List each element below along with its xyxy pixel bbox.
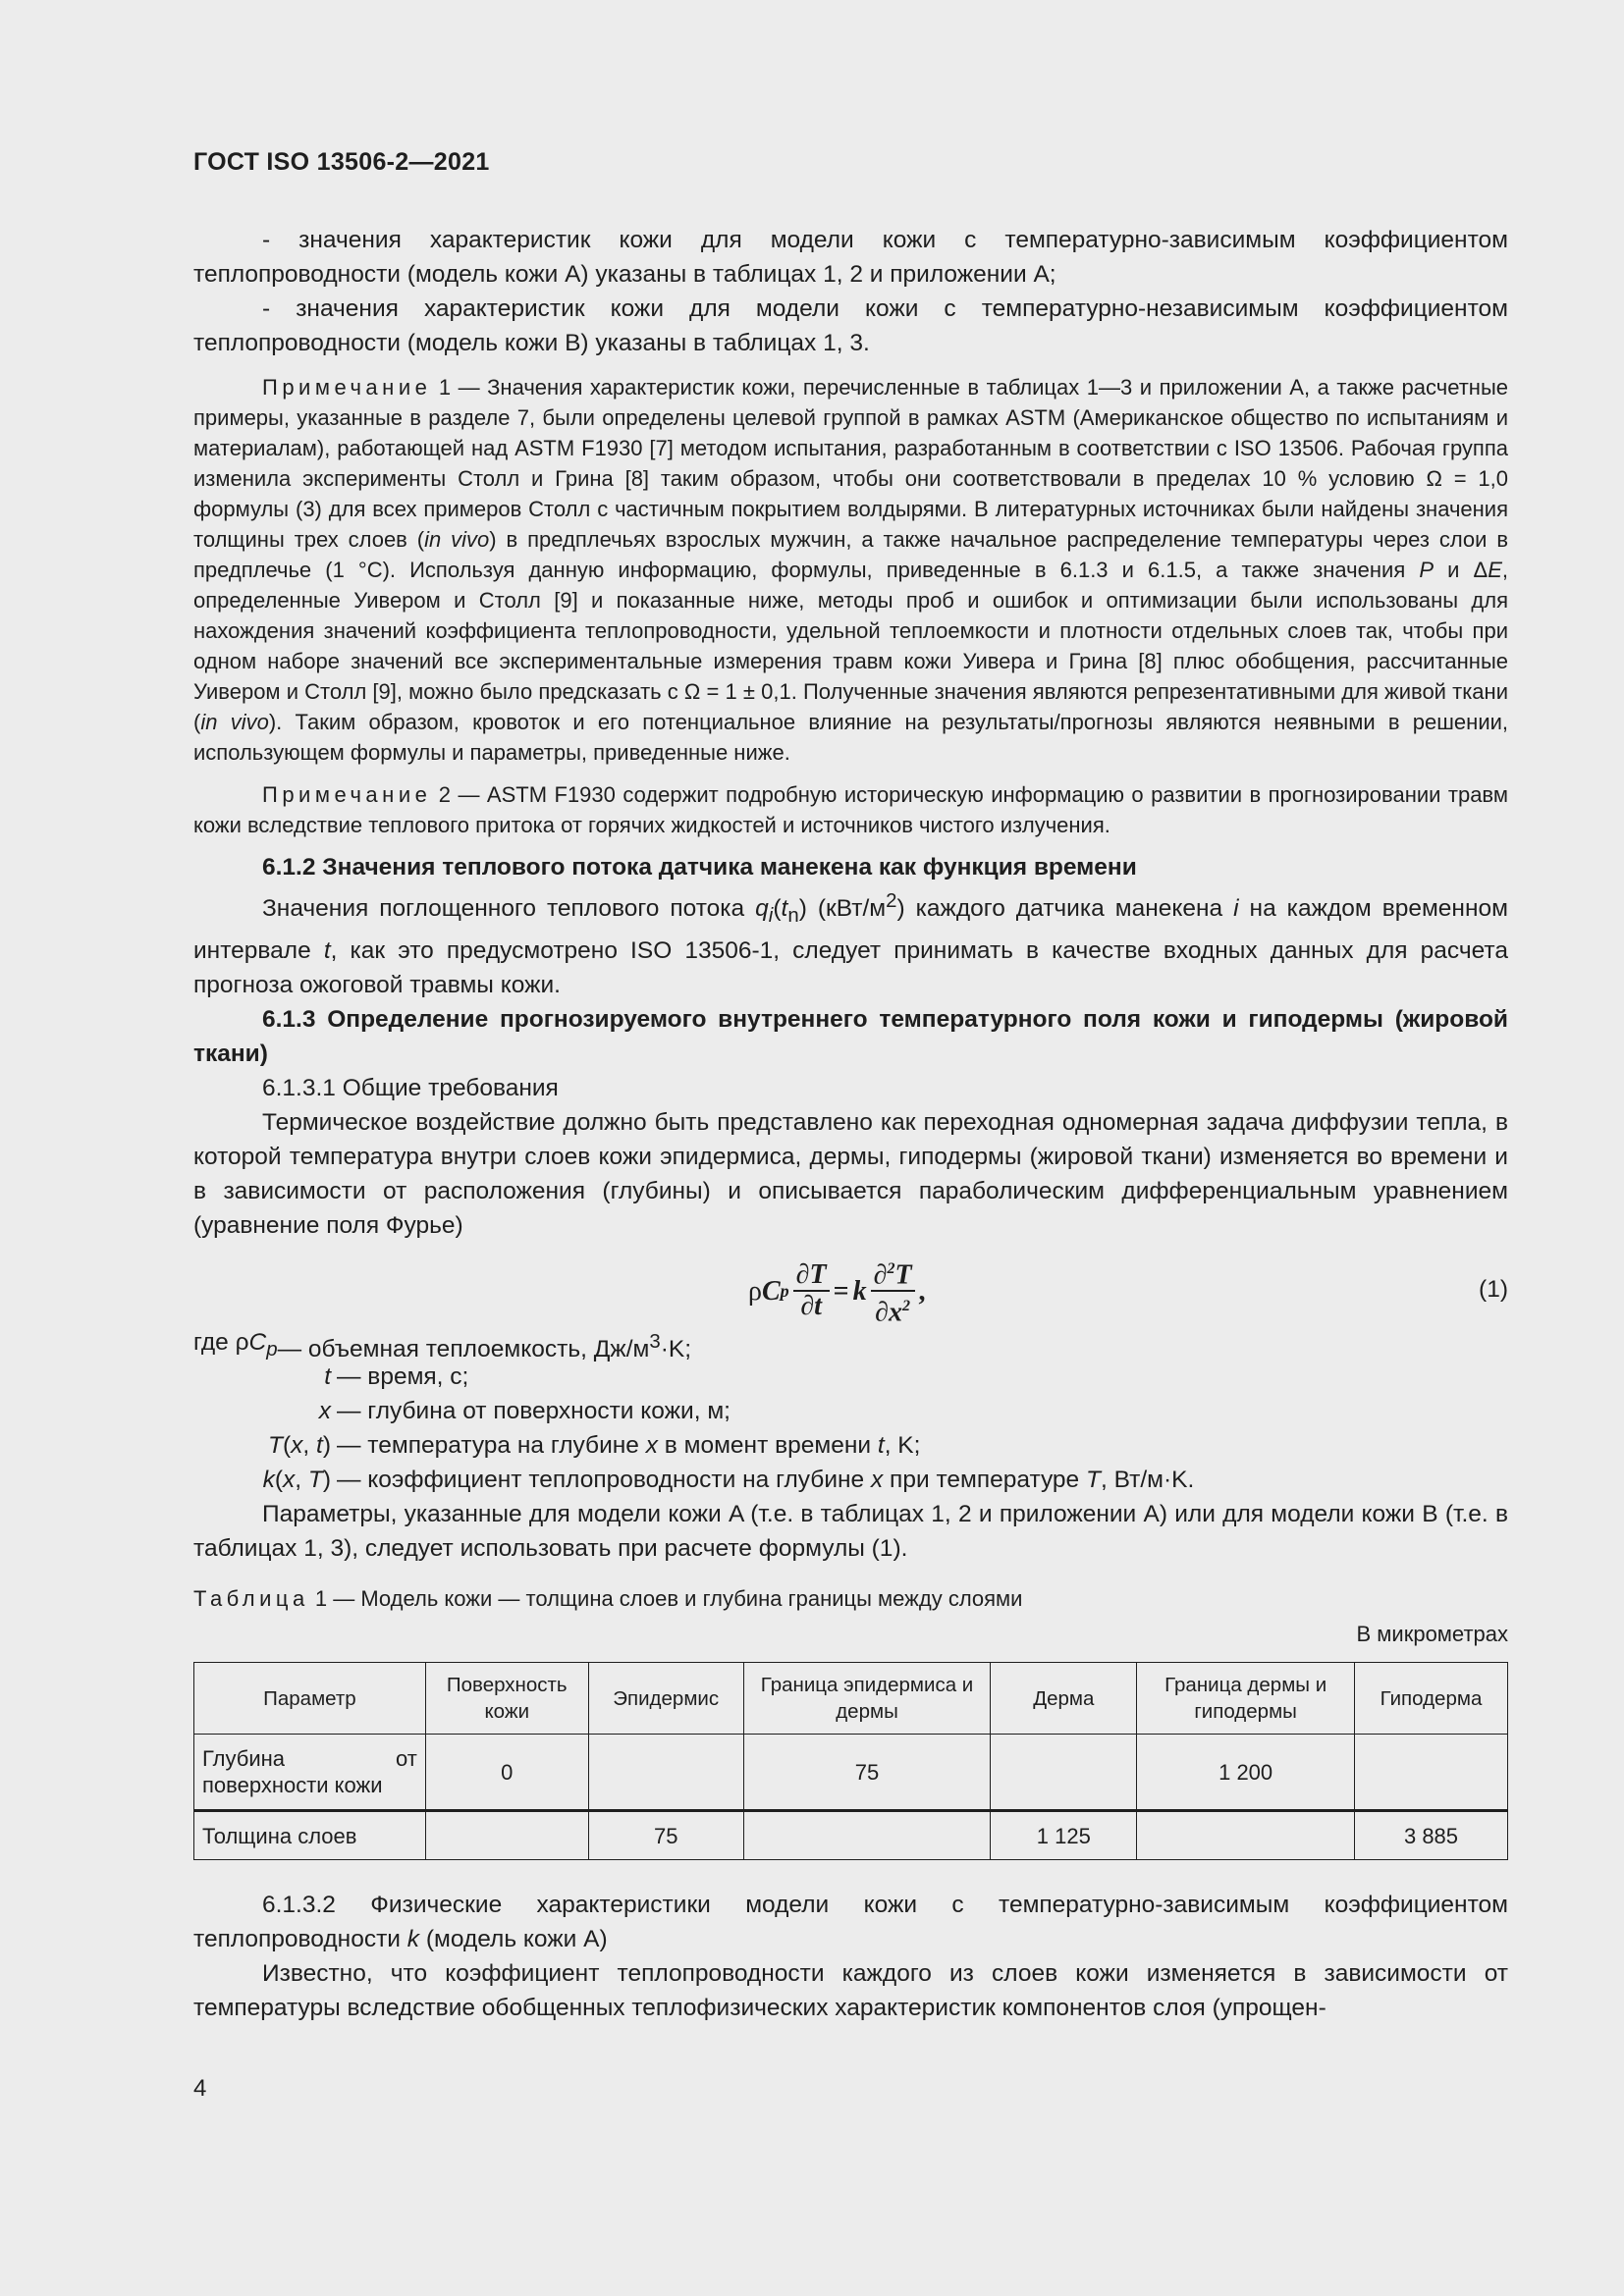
document-body <box>193 223 1508 2025</box>
paragraph-parameters: Параметры, указанные для модели кожи A (т.е. в таблицах 1, 2 и приложении А) или для модели кожи B (т.е. в таблицах 1, 3), следует использовать при расчете формулы (1). <box>193 1501 1508 1563</box>
table-cell <box>425 1811 588 1860</box>
page-number: 4 <box>193 2075 207 2102</box>
table-cell: 75 <box>588 1811 743 1860</box>
table-header-cell: Параметр <box>194 1663 426 1735</box>
section-heading-6-1-2: 6.1.2 Значения теплового потока датчика манекена как функция времени <box>262 854 1137 881</box>
table-cell <box>991 1735 1137 1811</box>
paragraph-conductivity: Известно, что коэффициент теплопроводности каждого из слоев кожи изменяется в зависимости от температуры вследствие обобщенных теплофизических характеристик компонентов слоя (упрощен- <box>193 1960 1508 2022</box>
table-cell <box>743 1811 991 1860</box>
table-cell: Толщина слоев <box>194 1811 426 1860</box>
table-header-cell: Граница дермы и гиподермы <box>1137 1663 1355 1735</box>
table-cell: 0 <box>425 1735 588 1811</box>
table-cell: Глубина от поверхности кожи <box>194 1735 426 1811</box>
paragraph-model-b: - значения характеристик кожи для модели кожи с температурно-независимым коэффициентом теплопроводности (модель кожи B) указаны в таблицах 1, 3. <box>193 295 1508 356</box>
formula-number: (1) <box>1479 1276 1508 1304</box>
table-cell <box>1355 1735 1508 1811</box>
definition-row: k(x, T) — коэффициент теплопроводности на глубине x при температуре T, Вт/м·K. <box>262 1467 1195 1494</box>
table-header-cell: Поверхность кожи <box>425 1663 588 1735</box>
table-cell: 3 885 <box>1355 1811 1508 1860</box>
subsection-heading-6-1-3-1: 6.1.3.1 Общие требования <box>262 1075 559 1102</box>
table-cell: 75 <box>743 1735 991 1811</box>
table-header-row <box>194 1663 1508 1735</box>
fraction-d2x: $\frac{\partial^2T}{\partial x^2}$ <box>871 1255 915 1328</box>
table-cell: 1 125 <box>991 1811 1137 1860</box>
table-row <box>194 1811 1508 1860</box>
note-2: Примечание 2 — ASTM F1930 содержит подробную историческую информацию о развитии в прогнозировании травм кожи вследствие теплового притока от горячих жидкостей и источников чистого излучения. <box>193 782 1508 837</box>
paragraph-model-a: - значения характеристик кожи для модели кожи с температурно-зависимым коэффициентом теплопроводности (модель кожи A) указаны в таблицах 1, 2 и приложении А; <box>193 227 1508 288</box>
definition-row: x — глубина от поверхности кожи, м; <box>318 1398 731 1425</box>
section-heading-6-1-3: 6.1.3 Определение прогнозируемого внутреннего температурного поля кожи и гиподермы (жировой ткани) <box>193 1006 1508 1068</box>
subsection-heading-6-1-3-2: 6.1.3.2 Физические характеристики модели кожи с температурно-зависимым коэффициентом теплопроводности k (модель кожи A) <box>193 1892 1508 1953</box>
table-header-cell: Дерма <box>991 1663 1137 1735</box>
table-header-cell: Эпидермис <box>588 1663 743 1735</box>
table-cell <box>588 1735 743 1811</box>
table-header-cell: Гиподерма <box>1355 1663 1508 1735</box>
definition-row: t — время, с; <box>324 1363 469 1391</box>
table-row <box>194 1735 1508 1811</box>
note-label: Примечание <box>262 782 432 807</box>
paragraph-thermal-effect: Термическое воздействие должно быть представлено как переходная одномерная задача диффузии тепла, в которой температура внутри слоев кожи эпидермиса, дермы, гиподермы (жировой ткани) изменяется во времени и в зависимости от расположения (глубины) и описывается параболическим дифференциальным уравнением (уравнение поля Фурье) <box>193 1109 1508 1240</box>
table-caption: Таблица 1 — Модель кожи — толщина слоев и глубина границы между слоями <box>193 1586 1023 1612</box>
document-header: ГОСТ ISO 13506-2—2021 <box>193 148 490 176</box>
note-1: Примечание 1 — Значения характеристик кожи, перечисленные в таблицах 1—3 и приложении А, а также расчетные примеры, указанные в разделе 7, были определены целевой группой в рамках ASTM (Американское общество по испытаниям и материалам), работающей над ASTM F1930 [7] методом испытания, разработанным в соответствии с ISO 13506. Рабочая группа изменила эксперименты Столл и Грина [8] таким образом, чтобы они соответствовали в пределах 10 % условию Ω = 1,0 формулы (3) для всех примеров Столл с частичным покрытием волдырями. В литературных источниках были найдены значения толщины трех слоев (in vivo) в предплечьях взрослых мужчин, а также начальное распределение температуры через слои в предплечье (1 °С). Используя данную информацию, формулы, приведенные в 6.1.3 и 6.1.5, а также значения P и ΔE, определенные Уивером и Столл [9] и показанные ниже, методы проб и ошибок и оптимизации были использованы для нахождения значений коэффициента теплопроводности, удельной теплоемкости и плотности отдельных слоев так, чтобы при одном наборе значений все экспериментальные измерения травм кожи Уивера и Грина [8] плюс обобщения, рассчитанные Уивером и Столл [9], можно было предсказать с Ω = 1 ± 0,1. Полученные значения являются репрезентативными для живой ткани (in vivo). Таким образом, кровоток и его потенциальное влияние на результаты/прогнозы являются неявными в решении, использующем формулы и параметры, приведенные ниже. <box>193 375 1509 765</box>
formula-1 <box>193 1247 1508 1328</box>
table-header-cell: Граница эпидермиса и дермы <box>743 1663 991 1735</box>
symbol-definitions <box>193 1325 1508 1497</box>
fraction-dt: $\frac{\partial T}{\partial t}$ <box>793 1260 830 1321</box>
table-cell: 1 200 <box>1137 1735 1355 1811</box>
skin-model-table <box>193 1662 1508 1860</box>
note-label: Примечание <box>262 375 432 400</box>
table-cell <box>1137 1811 1355 1860</box>
definition-row: T(x, t) — температура на глубине x в момент времени t, K; <box>268 1432 921 1460</box>
table-unit: В микрометрах <box>1356 1622 1508 1647</box>
paragraph-heat-flux: Значения поглощенного теплового потока $q_i(t_n)$ $(кВт/м^2)$ каждого датчика манекена i на каждом временном интервале t, как это предусмотрено ISO 13506-1, следует принимать в качестве входных данных для расчета прогноза ожоговой травмы кожи. <box>193 890 1508 999</box>
fourier-equation: ρ C p $\frac{\partial T}{\partial t}$ = k $\frac{\partial^2T}{\partial x^2}$ , <box>748 1255 926 1328</box>
definition-row: где $\rho C_p$ — объемная теплоемкость, $Дж/м^3\cdot K$; <box>193 1329 692 1363</box>
